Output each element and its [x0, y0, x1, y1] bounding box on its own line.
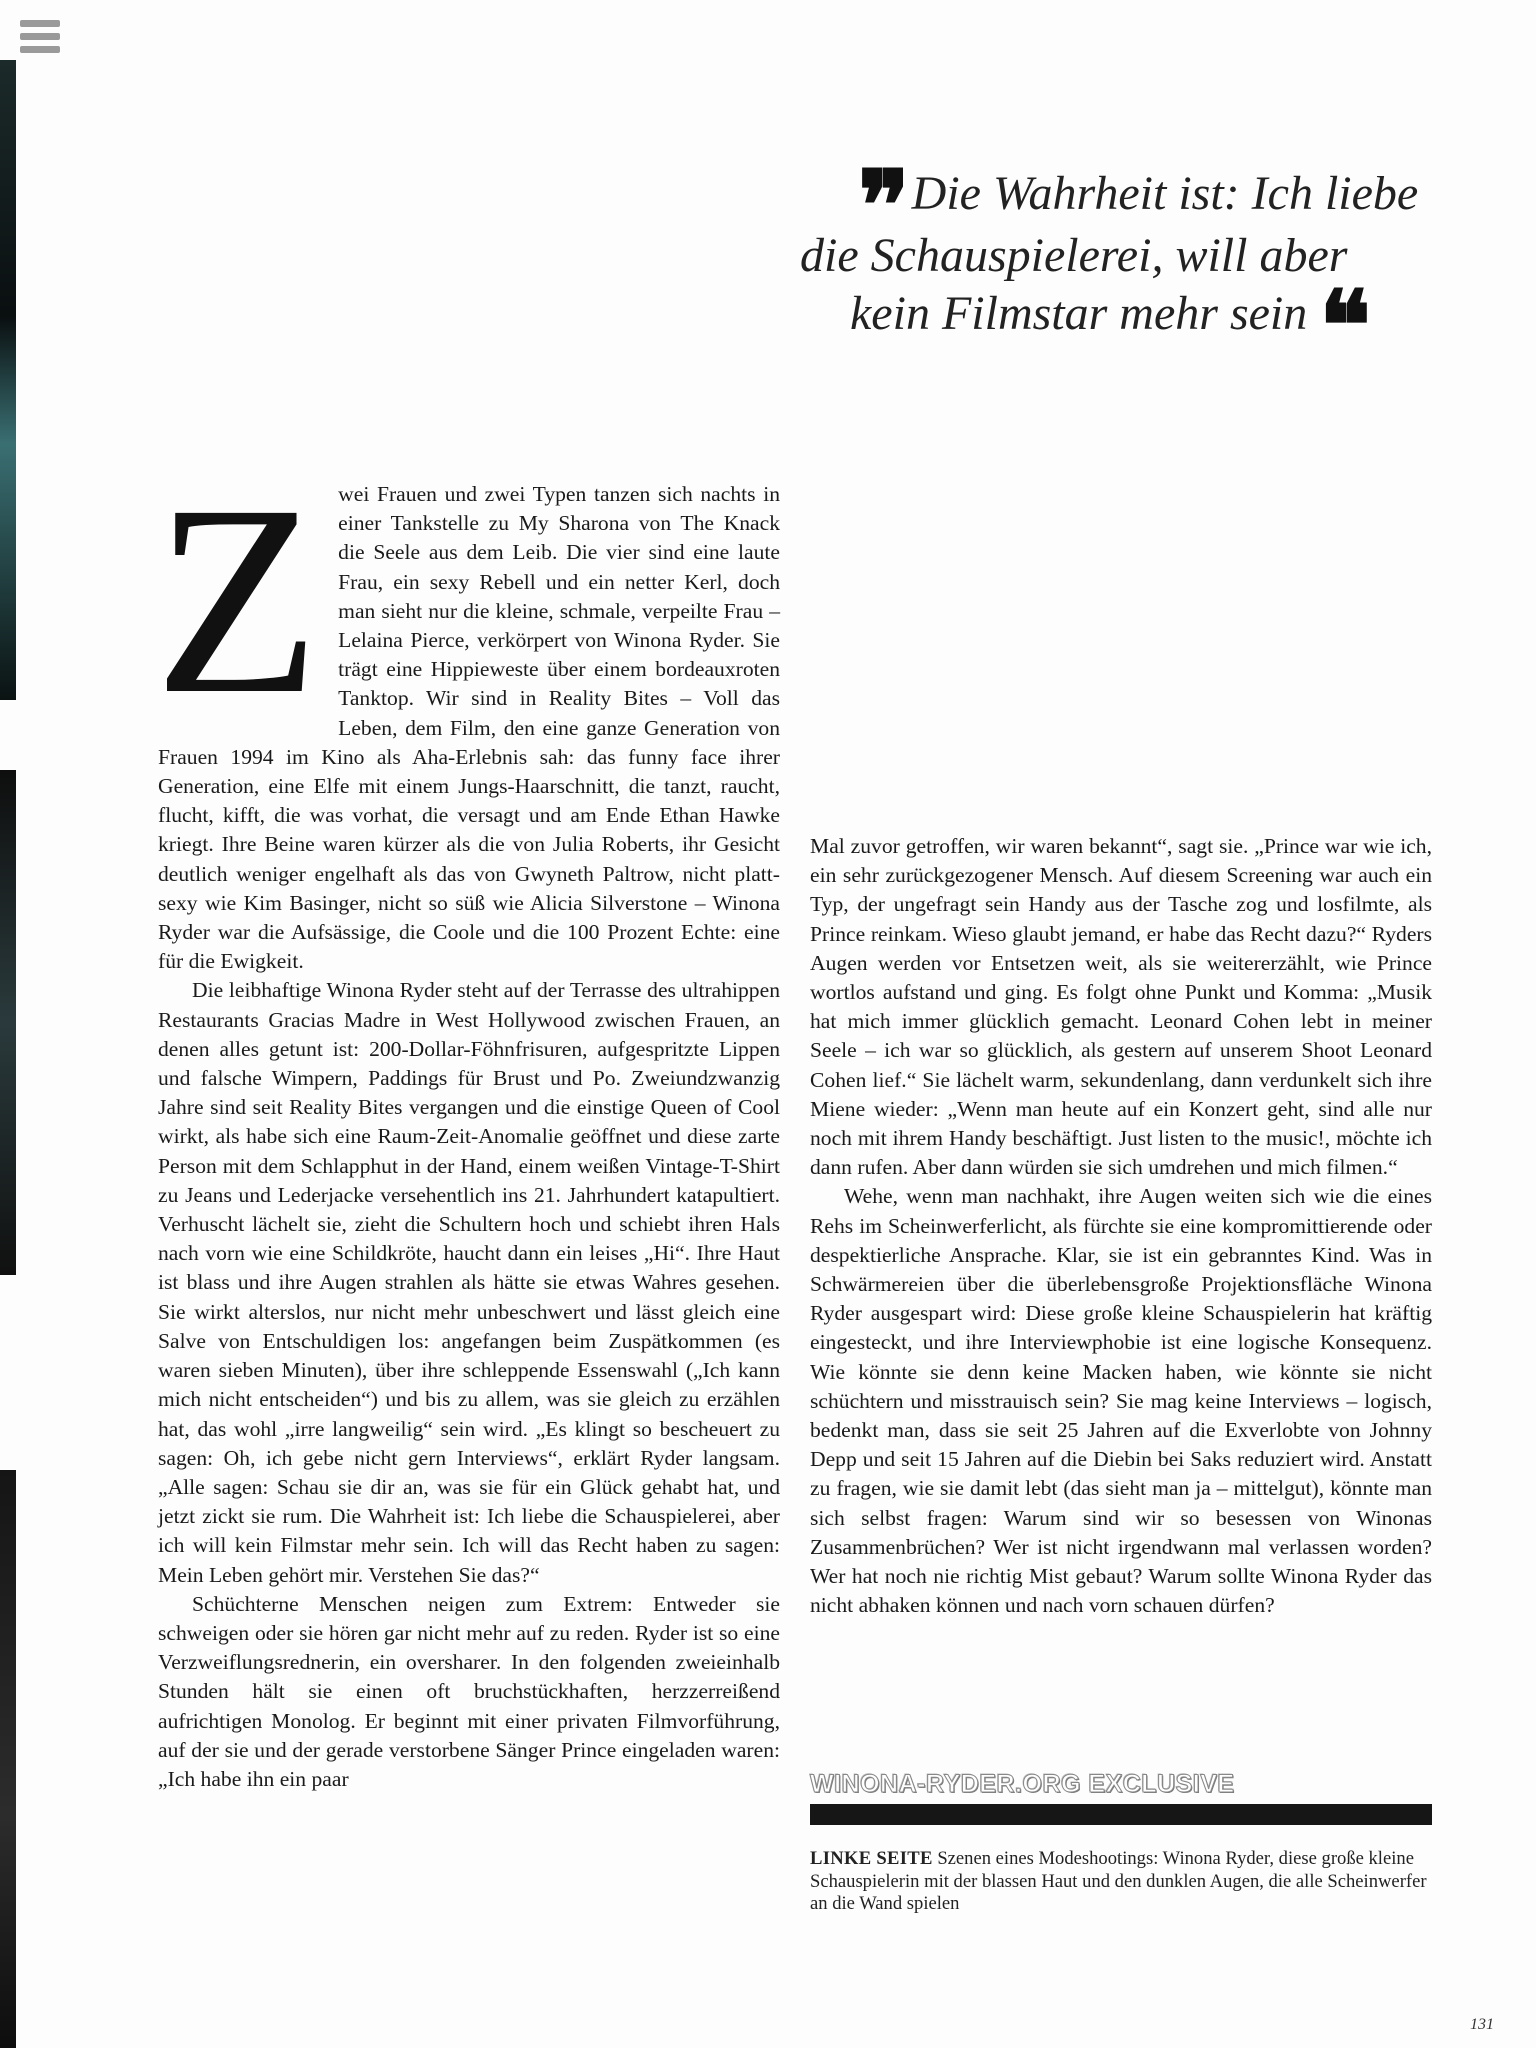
pull-quote-line-3: kein Filmstar mehr sein [850, 287, 1308, 340]
adjacent-photo-strip [0, 60, 16, 700]
drop-cap: Z [154, 449, 321, 750]
adjacent-photo-strip [0, 770, 16, 1275]
page-number: 131 [1470, 2016, 1494, 2033]
pull-quote [800, 153, 1440, 380]
caption-text: Szenen eines Modeshootings: Winona Ryder, diese große kleine Schauspielerin mit der blassen Haut und den dunklen Augen, die alle Scheinwerfer an die Wand spielen [810, 1848, 1427, 1914]
article-paragraph: wei Frauen und zwei Typen tanzen sich nachts in einer Tankstelle zu My Sharona von The Knack die Seele aus dem Leib. Die vier sind eine laute Frau, ein sexy Rebell und ein netter Kerl, doch man sieht nur die kleine, schmale, verpeilte Frau – Lelaina Pierce, verkörpert von Winona Ryder. Sie trägt eine Hippieweste über einem bordeauxroten Tanktop. Wir sind in Reality Bites – Voll das Leben, dem Film, den eine ganze Generation von Frauen 1994 im Kino als Aha-Erlebnis sah: das funny face ihrer Generation, eine Elfe mit einem Jungs-Haarschnitt, die tanzt, raucht, flucht, kifft, die was vorhat, die versagt und am Ende Ethan Hawke kriegt. Ihre Beine waren kürzer als die von Julia Roberts, ihr Gesicht deutlich weniger engelhaft als das von Gwyneth Paltrow, nicht platt-sexy wie Kim Basinger, nicht so süß wie Alicia Silverstone – Winona Ryder war die Aufsässige, die Coole und die 100 Prozent Echte: eine für die Ewigkeit. [158, 482, 780, 974]
caption-divider-bar [810, 1804, 1432, 1825]
hamburger-menu-icon[interactable] [20, 20, 60, 60]
pull-quote-line-1: Die Wahrheit ist: Ich liebe [911, 167, 1419, 220]
pull-quote-line-2: die Schauspielerei, will aber [800, 229, 1348, 282]
article-paragraph: Wehe, wenn man nachhakt, ihre Augen weiten sich wie die eines Rehs im Scheinwerferlicht, als fürchte sie eine kompromittierende oder despektierliche Ansprache. Klar, sie ist ein gebranntes Kind. Was in Schwärmereien über die überlebensgroße Projektionsfläche Winona Ryder ausgespart wird: Diese große kleine Schauspielerin hat kräftig eingesteckt, und ihre Interviewphobie ist eine logische Konsequenz. Wie könnte sie denn keine Macken haben, wie könnte sie nicht schüchtern und misstrauisch sein? Sie mag keine Interviews – logisch, bedenkt man, dass sie seit 25 Jahren auf die Exverlobte von Johnny Depp und seit 15 Jahren auf die Diebin bei Saks reduziert wird. Anstatt zu fragen, wie sie damit lebt (das sieht man ja – mittelgut), könnte man sich selbst fragen: Warum sind wir so besessen von Winonas Zusammenbrüchen? Wer ist nicht irgendwann mal verlassen worden? Wer hat noch nie richtig Mist gebaut? Warum sollte Winona Ryder das nicht abhaken können und nach vorn schauen dürfen? [810, 1184, 1432, 1618]
article-paragraph: Schüchterne Menschen neigen zum Extrem: Entweder sie schweigen oder sie hören gar nicht mehr auf zu reden. Ryder ist so eine Verzweiflungsrednerin, ein oversharer. In den folgenden zweieinhalb Stunden hält sie einen oft bruchstückhaften, herzzerreißend aufrichtigen Monolog. Er beginnt mit einer privaten Filmvorführung, auf der sie und der gerade verstorbene Sänger Prince eingeladen waren: „Ich habe ihn ein paar [158, 1591, 780, 1791]
caption-label: LINKE SEITE [810, 1848, 933, 1869]
article-paragraph: Die leibhaftige Winona Ryder steht auf der Terrasse des ultrahippen Restaurants Gracias Madre in West Hollywood zwischen Frauen, an denen alles getunt ist: 200-Dollar-Föhnfrisuren, aufgespritzte Lippen und falsche Wimpern, Paddings für Brust und Po. Zweiundzwanzig Jahre sind seit Reality Bites vergangen und die einstige Queen of Cool wirkt, als habe sich eine Raum-Zeit-Anomalie geöffnet und diese zarte Person mit dem Schlapphut in der Hand, einem weißen Vintage-T-Shirt zu Jeans und Lederjacke versehentlich ins 21. Jahrhundert katapultiert. Verhuscht lächelt sie, zieht die Schultern hoch und schiebt ihren Hals nach vorn wie eine Schildkröte, haucht dann ein leises „Hi“. Ihre Haut ist blass und ihre Augen strahlen als hätte sie etwas Wahres gesehen. Sie wirkt alterslos, nur nicht mehr unbeschwert und lässt gleich eine Salve von Entschuldigen los: angefangen beim Zuspätkommen (es waren sieben Minuten), über ihre schleppende Essenswahl („Ich kann mich nicht entscheiden“) und bis zu allem, was sie gleich zu erzählen hat, das wohl „irre langweilig“ sein wird. „Es klingt so bescheuert zu sagen: Oh, ich gebe nicht gern Interviews“, erklärt Ryder langsam. „Alle sagen: Schau sie dir an, was sie für ein Glück gehabt hat, und jetzt zickt sie rum. Die Wahrheit ist: Ich liebe die Schauspielerei, aber ich will kein Filmstar mehr sein. Ich will das Recht haben zu sagen: Mein Leben gehört mir. Verstehen Sie das?“ [158, 978, 780, 1587]
open-quote-mark: ❞ [858, 153, 900, 260]
article-column-right [810, 832, 1432, 1620]
article-paragraph: Mal zuvor getroffen, wir waren bekannt“, sagt sie. „Prince war wie ich, ein sehr zurückgezogener Mensch. Auf diesem Screening war auch ein Typ, der ungefragt sein Handy aus der Tasche zog und losfilmte, als Prince reinkam. Wieso glaubt jemand, er habe das Recht dazu?“ Ryders Augen werden vor Entsetzen weit, als sie weitererzählt, wie Prince wortlos aufstand und ging. Es folgt ohne Punkt und Komma: „Musik hat mich immer glücklich gemacht. Leonard Cohen lebt in meiner Seele – ich war so glücklich, als gestern auf unserem Shoot Leonard Cohen lief.“ Sie lächelt warm, sekundenlang, dann verdunkelt sich ihre Miene wieder: „Wenn man heute auf ein Konzert geht, sind alle nur noch mit ihrem Handy beschäftigt. Just listen to the music!, möchte ich dann rufen. Aber dann würden sie sich umdrehen und mich filmen.“ [810, 834, 1432, 1180]
article-column-left [154, 449, 780, 1794]
site-watermark: WINONA-RYDER.ORG EXCLUSIVE [810, 1770, 1235, 1798]
photo-caption [810, 1848, 1432, 1916]
adjacent-photo-strip [0, 1470, 16, 2048]
close-quote-mark: ❝ [1319, 273, 1361, 380]
